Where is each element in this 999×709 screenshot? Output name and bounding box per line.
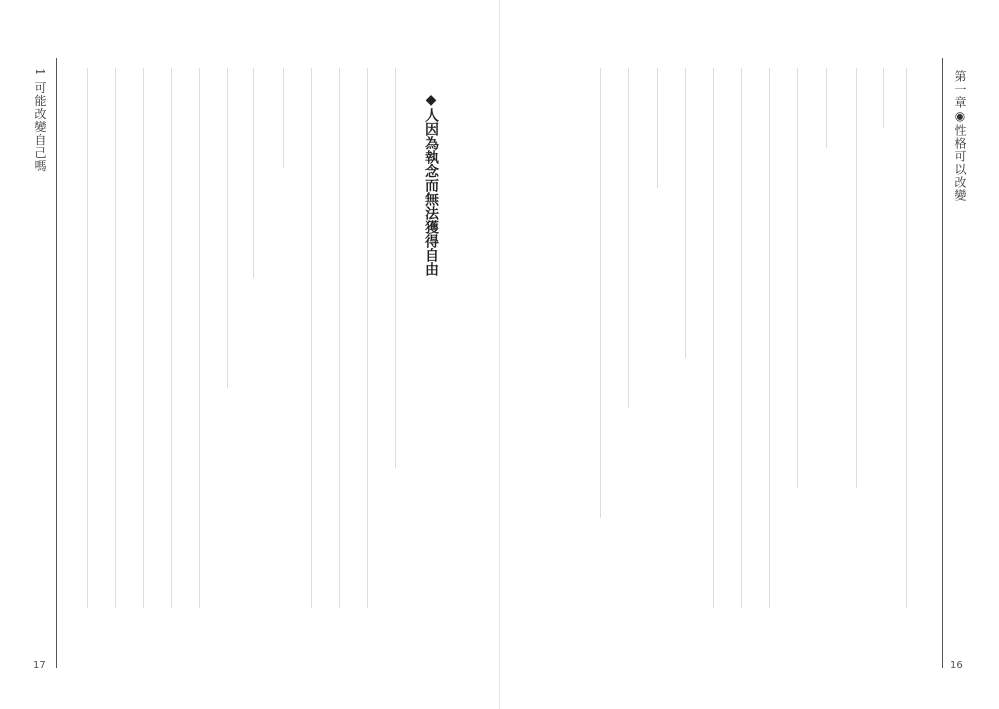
chapter-running-head: 第一章◉性格可以改變 [953, 70, 967, 202]
text-column [115, 68, 116, 608]
margin-rule [56, 58, 57, 668]
text-column [628, 68, 629, 408]
text-column [797, 68, 798, 488]
text-column [741, 68, 742, 608]
text-column [143, 68, 144, 608]
text-column [253, 68, 254, 278]
text-column [685, 68, 686, 358]
page-number: 17 [33, 660, 46, 671]
text-column [367, 68, 368, 608]
text-column [339, 68, 340, 608]
text-column [713, 68, 714, 608]
text-column [826, 68, 827, 148]
right-page [500, 0, 999, 709]
margin-rule [942, 58, 943, 668]
text-column [856, 68, 857, 488]
left-page [0, 0, 499, 709]
text-column [769, 68, 770, 608]
text-column [906, 68, 907, 608]
text-column [657, 68, 658, 188]
text-column [395, 68, 396, 468]
text-column [171, 68, 172, 608]
page-number: 16 [950, 660, 963, 671]
text-column [600, 68, 601, 518]
text-column [87, 68, 88, 608]
text-column [883, 68, 884, 128]
text-column [227, 68, 228, 388]
section-running-head: 1 可能改變自己嗎 [33, 68, 47, 173]
text-column [199, 68, 200, 608]
text-column [283, 68, 284, 168]
text-column [311, 68, 312, 608]
section-heading: ◆人因為執念而無法獲得自由 [423, 92, 439, 276]
